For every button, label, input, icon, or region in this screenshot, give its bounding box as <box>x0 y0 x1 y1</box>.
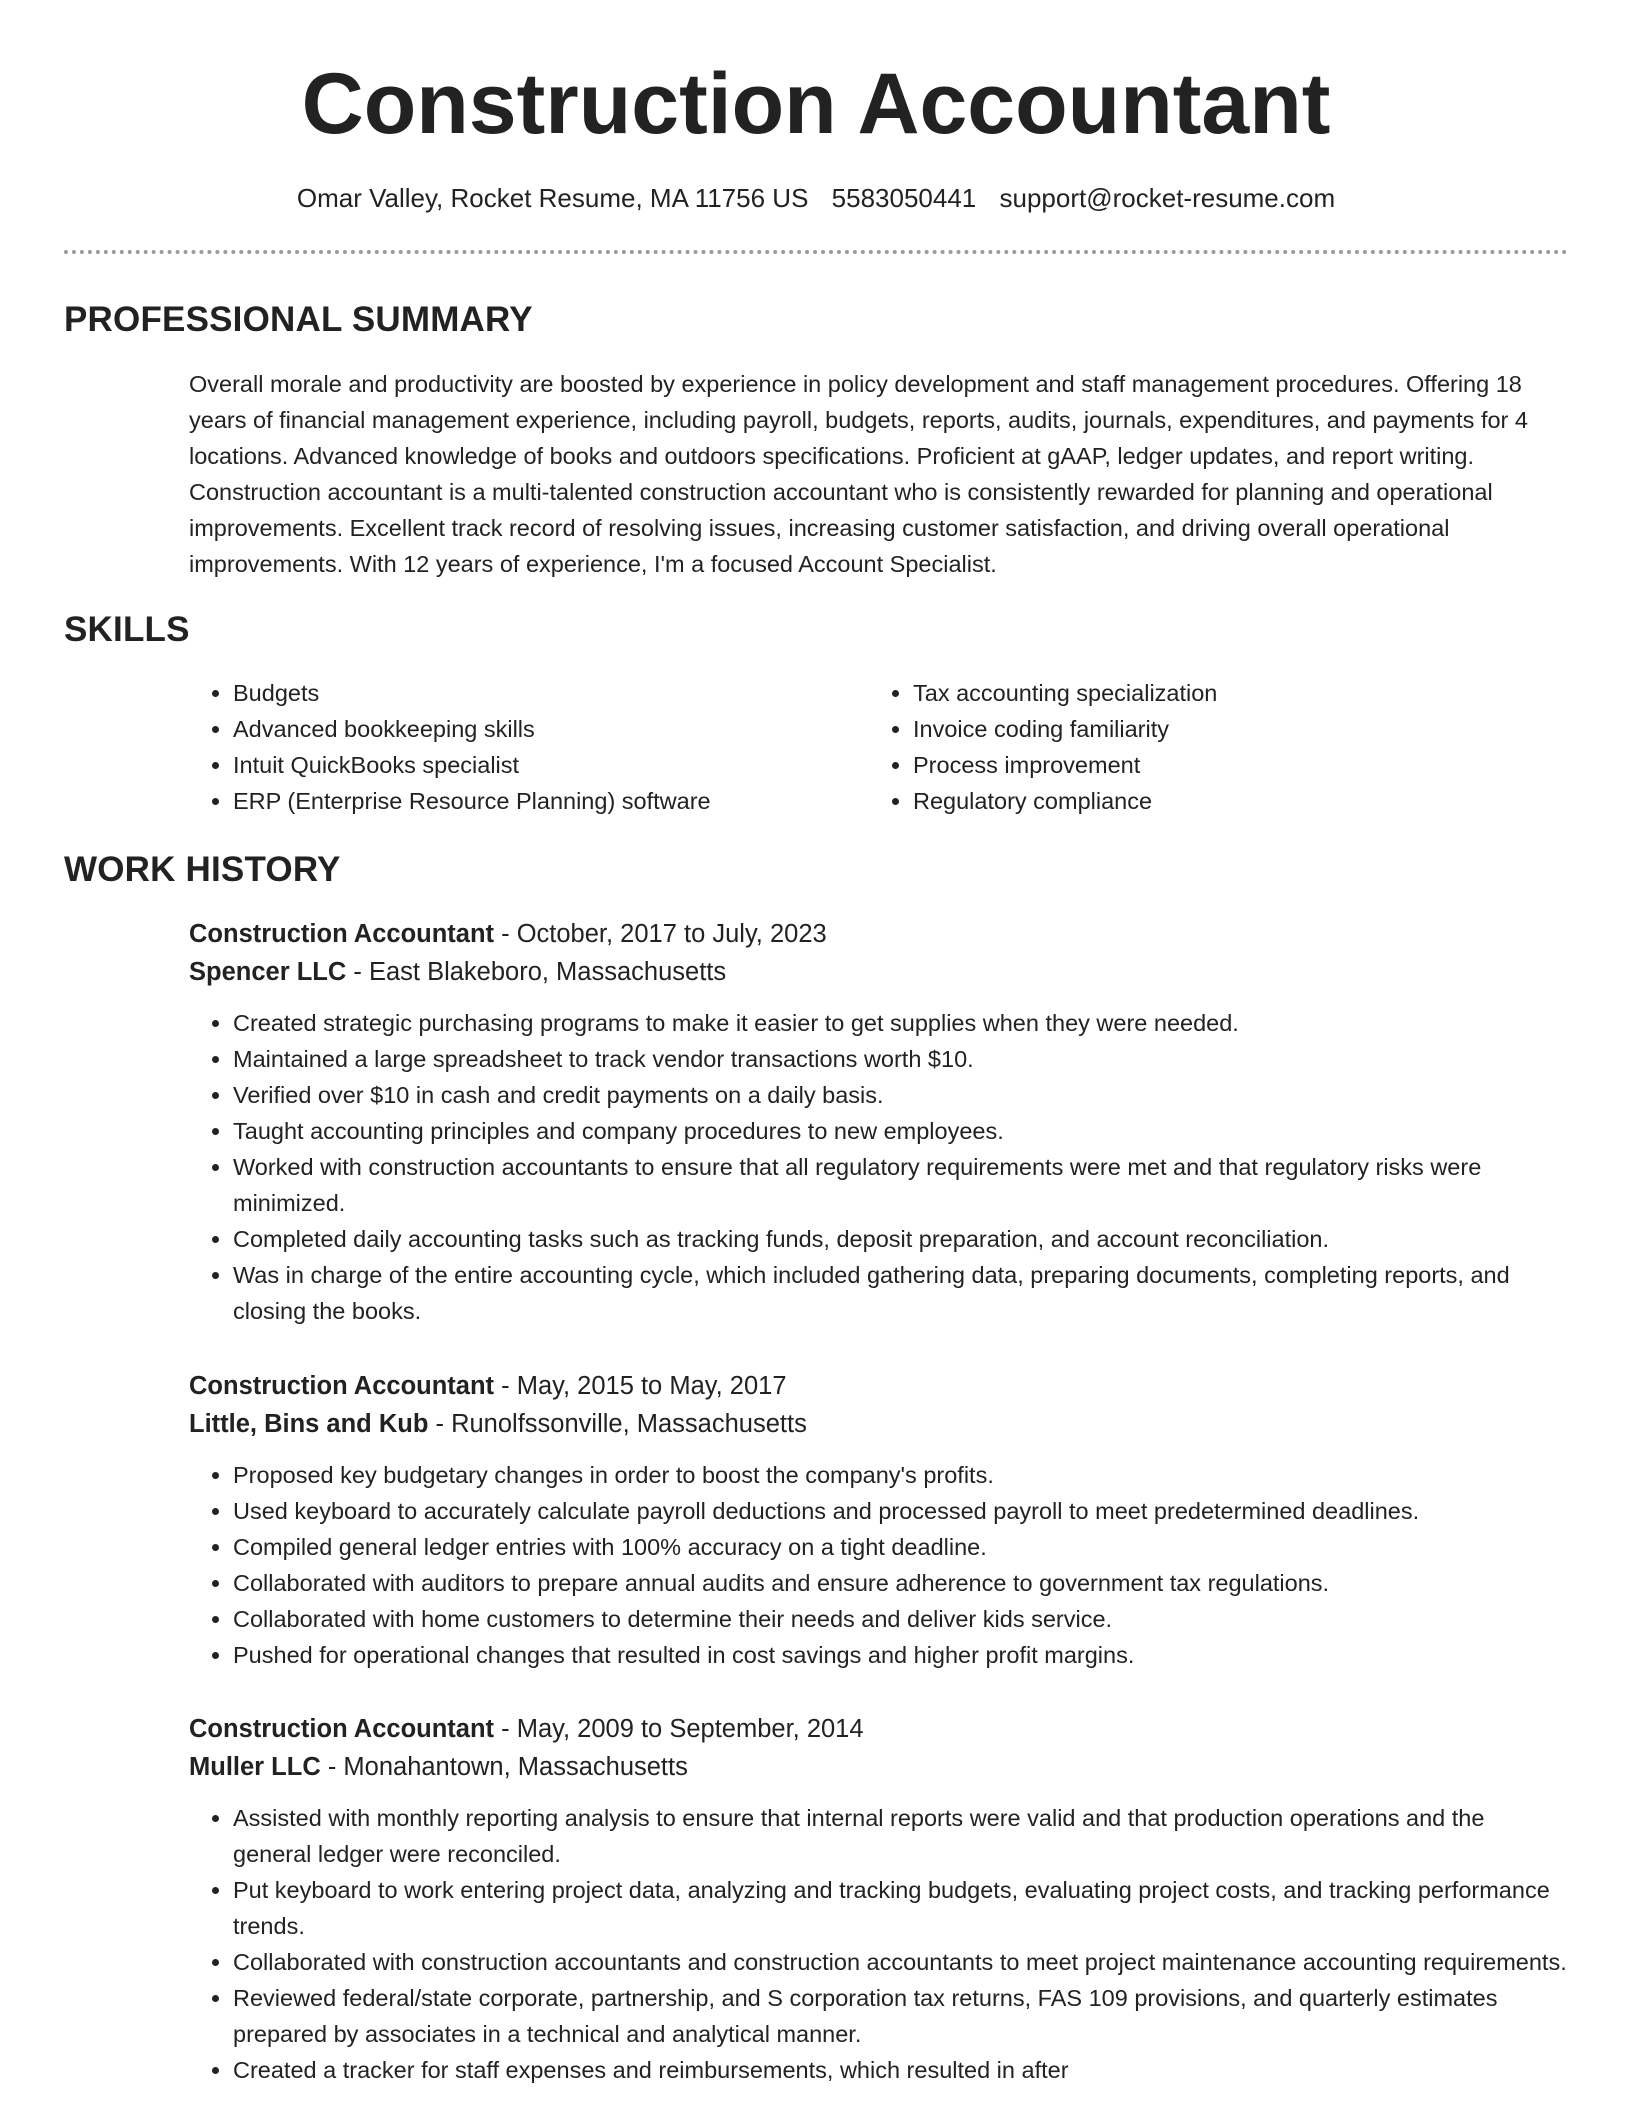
header-divider <box>64 250 1568 254</box>
job-title-line <box>189 1710 1569 1748</box>
job-dates: - May, 2009 to September, 2014 <box>494 1715 864 1743</box>
job-duty: • Collaborated with auditors to prepare annual audits and ensure adherence to government tax regulations. <box>233 1565 1569 1601</box>
job-entry <box>189 915 1569 1329</box>
job-duty: • Assisted with monthly reporting analysis to ensure that internal reports were valid and that production operations and the general ledger were reconciled. <box>233 1800 1569 1872</box>
job-duty: • Collaborated with home customers to determine their needs and deliver kids service. <box>233 1601 1569 1637</box>
summary-text: Overall morale and productivity are boosted by experience in policy development and staff management procedures. Offering 18 years of financial management experience, including payroll, budgets, reports, audits, journals, expenditures, and payments for 4 locations. Advanced knowledge of books and outdoors specifications. Proficient at gAAP, ledger updates, and report writing. Construction accountant is a multi-talented construction accountant who is consistently rewarded for planning and operational improvements. Excellent track record of resolving issues, increasing customer satisfaction, and driving overall operational improvements. With 12 years of experience, I'm a focused Account Specialist. <box>189 371 1528 577</box>
job-duty: • Created a tracker for staff expenses and reimbursements, which resulted in after <box>233 2052 1569 2088</box>
contact-phone: 5583050441 <box>831 183 977 213</box>
job-location: - East Blakeboro, Massachusetts <box>346 958 727 986</box>
skills-heading: SKILLS <box>64 610 190 649</box>
skill-item: • Intuit QuickBooks specialist <box>233 747 829 783</box>
job-company-line <box>189 1405 1569 1443</box>
job-role: Construction Accountant <box>189 1372 495 1400</box>
job-location: - Monahantown, Massachusetts <box>320 1753 688 1781</box>
job-title-line <box>189 915 1569 953</box>
skills-list-left <box>189 675 829 819</box>
contact-address: Omar Valley, Rocket Resume, MA 11756 US <box>296 183 809 213</box>
job-duty: • Collaborated with construction accountants and construction accountants to meet project maintenance accounting requirements. <box>233 1944 1569 1980</box>
job-duty: • Compiled general ledger entries with 100% accuracy on a tight deadline. <box>233 1529 1569 1565</box>
skill-item: • Process improvement <box>913 747 1569 783</box>
job-duty: • Maintained a large spreadsheet to track vendor transactions worth $10. <box>233 1041 1569 1077</box>
job-duty: • Put keyboard to work entering project data, analyzing and tracking budgets, evaluating project costs, and tracking performance trends. <box>233 1872 1569 1944</box>
job-company-line <box>189 1748 1569 1786</box>
skills-column-right <box>869 675 1569 819</box>
job-duties-list <box>189 1005 1569 1329</box>
skill-item: • Regulatory compliance <box>913 783 1569 819</box>
job-duty: • Was in charge of the entire accounting cycle, which included gathering data, preparing documents, completing reports, and closing the books. <box>233 1257 1569 1329</box>
job-duty: • Completed daily accounting tasks such as tracking funds, deposit preparation, and account reconciliation. <box>233 1221 1569 1257</box>
job-company: Spencer LLC <box>189 958 347 986</box>
job-role: Construction Accountant <box>189 920 495 948</box>
work-history-heading: WORK HISTORY <box>64 850 341 889</box>
job-entry <box>189 1710 1569 2088</box>
skill-item: • Budgets <box>233 675 829 711</box>
summary-heading: PROFESSIONAL SUMMARY <box>64 300 533 339</box>
skill-item: • ERP (Enterprise Resource Planning) software <box>233 783 829 819</box>
skills-list-right <box>869 675 1569 819</box>
contact-line <box>0 180 1632 216</box>
job-duty: • Pushed for operational changes that resulted in cost savings and higher profit margins. <box>233 1637 1569 1673</box>
job-role: Construction Accountant <box>189 1715 495 1743</box>
skills-column-left <box>189 675 829 819</box>
job-company: Little, Bins and Kub <box>189 1410 429 1438</box>
resume-name: Construction Accountant <box>301 56 1331 152</box>
job-company: Muller LLC <box>189 1753 321 1781</box>
contact-email: support@rocket-resume.com <box>999 183 1336 213</box>
job-duties-list <box>189 1457 1569 1673</box>
job-duty: • Worked with construction accountants to ensure that all regulatory requirements were met and that regulatory risks were minimized. <box>233 1149 1569 1221</box>
job-duties-list <box>189 1800 1569 2088</box>
job-entry <box>189 1367 1569 1673</box>
job-dates: - October, 2017 to July, 2023 <box>494 920 827 948</box>
job-title-line <box>189 1367 1569 1405</box>
job-duty: • Created strategic purchasing programs to make it easier to get supplies when they were needed. <box>233 1005 1569 1041</box>
job-duty: • Taught accounting principles and company procedures to new employees. <box>233 1113 1569 1149</box>
job-duty: • Reviewed federal/state corporate, partnership, and S corporation tax returns, FAS 109 provisions, and quarterly estimates prepared by associates in a technical and analytical manner. <box>233 1980 1569 2052</box>
skill-item: • Tax accounting specialization <box>913 675 1569 711</box>
skill-item: • Advanced bookkeeping skills <box>233 711 829 747</box>
job-company-line <box>189 953 1569 991</box>
skill-item: • Invoice coding familiarity <box>913 711 1569 747</box>
job-dates: - May, 2015 to May, 2017 <box>494 1372 787 1400</box>
job-location: - Runolfssonville, Massachusetts <box>428 1410 807 1438</box>
job-duty: • Proposed key budgetary changes in order to boost the company's profits. <box>233 1457 1569 1493</box>
job-duty: • Used keyboard to accurately calculate payroll deductions and processed payroll to meet predetermined deadlines. <box>233 1493 1569 1529</box>
job-duty: • Verified over $10 in cash and credit payments on a daily basis. <box>233 1077 1569 1113</box>
